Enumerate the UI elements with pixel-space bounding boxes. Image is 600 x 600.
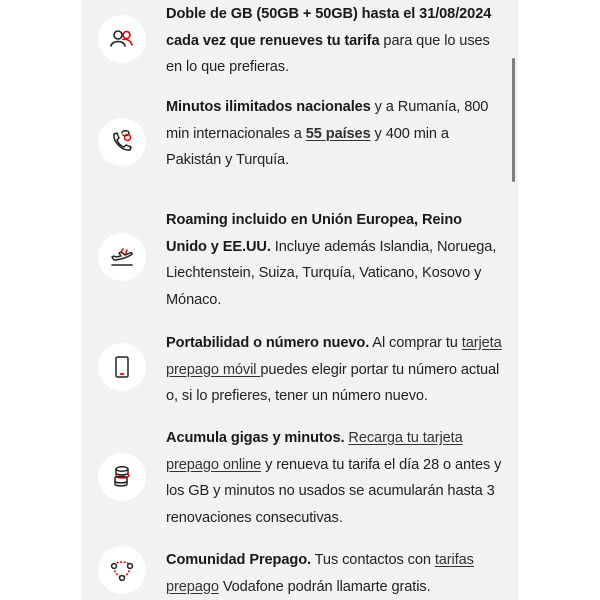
scrollbar[interactable] — [512, 58, 515, 182]
feature-bold: Roaming incluido en Unión Europea, Reino Unido y EE.UU. — [166, 212, 462, 255]
feature-description: Al comprar tu — [369, 335, 462, 351]
icon-badge — [98, 453, 146, 501]
users-icon — [108, 25, 136, 53]
feature-description: puedes elegir portar tu número actual o, si lo prefieres, tener un número nuevo. — [166, 361, 500, 404]
feature-description: para que lo uses en lo que prefieras. — [166, 32, 490, 75]
feature-bold: Doble de GB (50GB + 50GB) hasta el 31/08/2024 cada vez que renueves tu tarifa — [166, 6, 492, 49]
feature-description: y renueva tu tarifa el día 28 o antes y los GB y minutos no usados se acumularán hasta 3 renovaciones consecutivas. — [166, 456, 502, 526]
feature-description: y 400 min a Pakistán y Turquía. — [166, 125, 449, 168]
prepaid-tariffs-link[interactable]: tarifas prepago — [166, 552, 474, 595]
coins-stack-icon — [108, 463, 136, 491]
community-network-icon — [108, 556, 136, 584]
feature-description: Incluye además Islandia, Noruega, Liechtenstein, Suiza, Turquía, Vaticano, Kosovo y Mónaco. — [166, 238, 497, 308]
feature-bold: Comunidad Prepago. — [166, 552, 311, 568]
prepaid-sim-link[interactable]: tarjeta prepago móvil — [166, 335, 502, 378]
airplane-takeoff-icon — [108, 243, 136, 271]
recharge-link[interactable]: Recarga tu tarjeta prepago online — [166, 430, 463, 473]
countries-link[interactable]: 55 países — [305, 125, 371, 142]
feature-bold: Acumula gigas y minutos. — [166, 430, 345, 446]
feature-description: Vodafone podrán llamarte gratis. — [218, 578, 431, 595]
features-panel — [81, 0, 518, 600]
feature-bold: Minutos ilimitados nacionales — [166, 99, 371, 115]
feature-description: Tus contactos con — [310, 552, 435, 568]
icon-badge — [98, 15, 146, 63]
mobile-phone-icon — [108, 353, 136, 381]
feature-description: y a Rumanía, 800 min internacionales a — [166, 99, 489, 142]
icon-badge — [98, 118, 146, 166]
feature-bold: Portabilidad o número nuevo. — [166, 335, 370, 351]
icon-badge — [98, 233, 146, 281]
icon-badge — [98, 343, 146, 391]
phone-chat-icon — [108, 128, 136, 156]
icon-badge — [98, 546, 146, 594]
